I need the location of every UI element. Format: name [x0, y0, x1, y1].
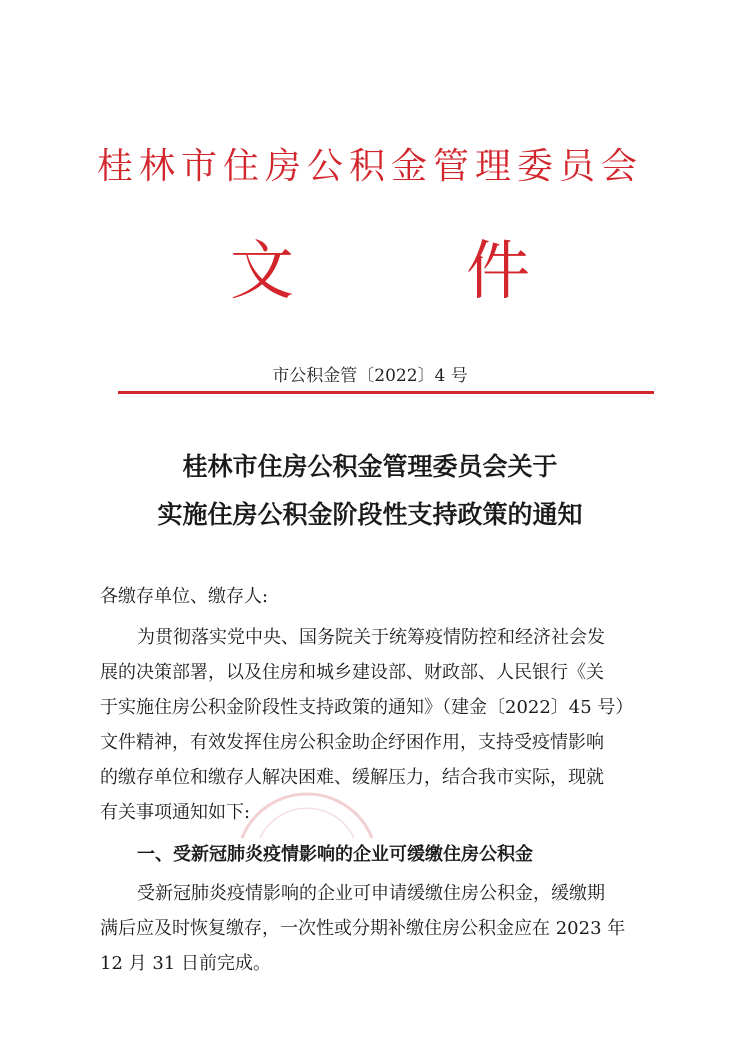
- intro-line: 有关事项通知如下:: [100, 802, 251, 823]
- salutation: 各缴存单位、缴存人:: [100, 586, 269, 607]
- document-label-wen: 文: [230, 235, 294, 309]
- document-number: 市公积金管〔2022〕4 号: [272, 366, 468, 386]
- organization-title: 桂林市住房公积金管理委员会: [96, 146, 643, 187]
- intro-line: 于实施住房公积金阶段性支持政策的通知》（建金〔2022〕45 号）: [100, 697, 634, 718]
- document-label-jian: 件: [466, 235, 530, 309]
- section-1-line: 满后应及时恢复缴存，一次性或分期补缴住房公积金应在 2023 年: [100, 918, 626, 939]
- intro-line: 为贯彻落实党中央、国务院关于统筹疫情防控和经济社会发: [137, 627, 605, 648]
- notice-title-line-2: 实施住房公积金阶段性支持政策的通知: [157, 500, 583, 529]
- intro-line: 展的决策部署，以及住房和城乡建设部、财政部、人民银行《关: [100, 662, 604, 683]
- section-1-line: 12 月 31 日前完成。: [100, 953, 271, 974]
- red-divider-line: [118, 391, 654, 394]
- notice-title-line-1: 桂林市住房公积金管理委员会关于: [182, 452, 558, 481]
- intro-line: 的缴存单位和缴存人解决困难、缓解压力，结合我市实际，现就: [100, 767, 604, 788]
- intro-line: 文件精神，有效发挥住房公积金助企纾困作用，支持受疫情影响: [100, 732, 604, 753]
- section-1-line: 受新冠肺炎疫情影响的企业可申请缓缴住房公积金，缓缴期: [137, 883, 605, 904]
- section-1-heading: 一、受新冠肺炎疫情影响的企业可缓缴住房公积金: [137, 844, 533, 865]
